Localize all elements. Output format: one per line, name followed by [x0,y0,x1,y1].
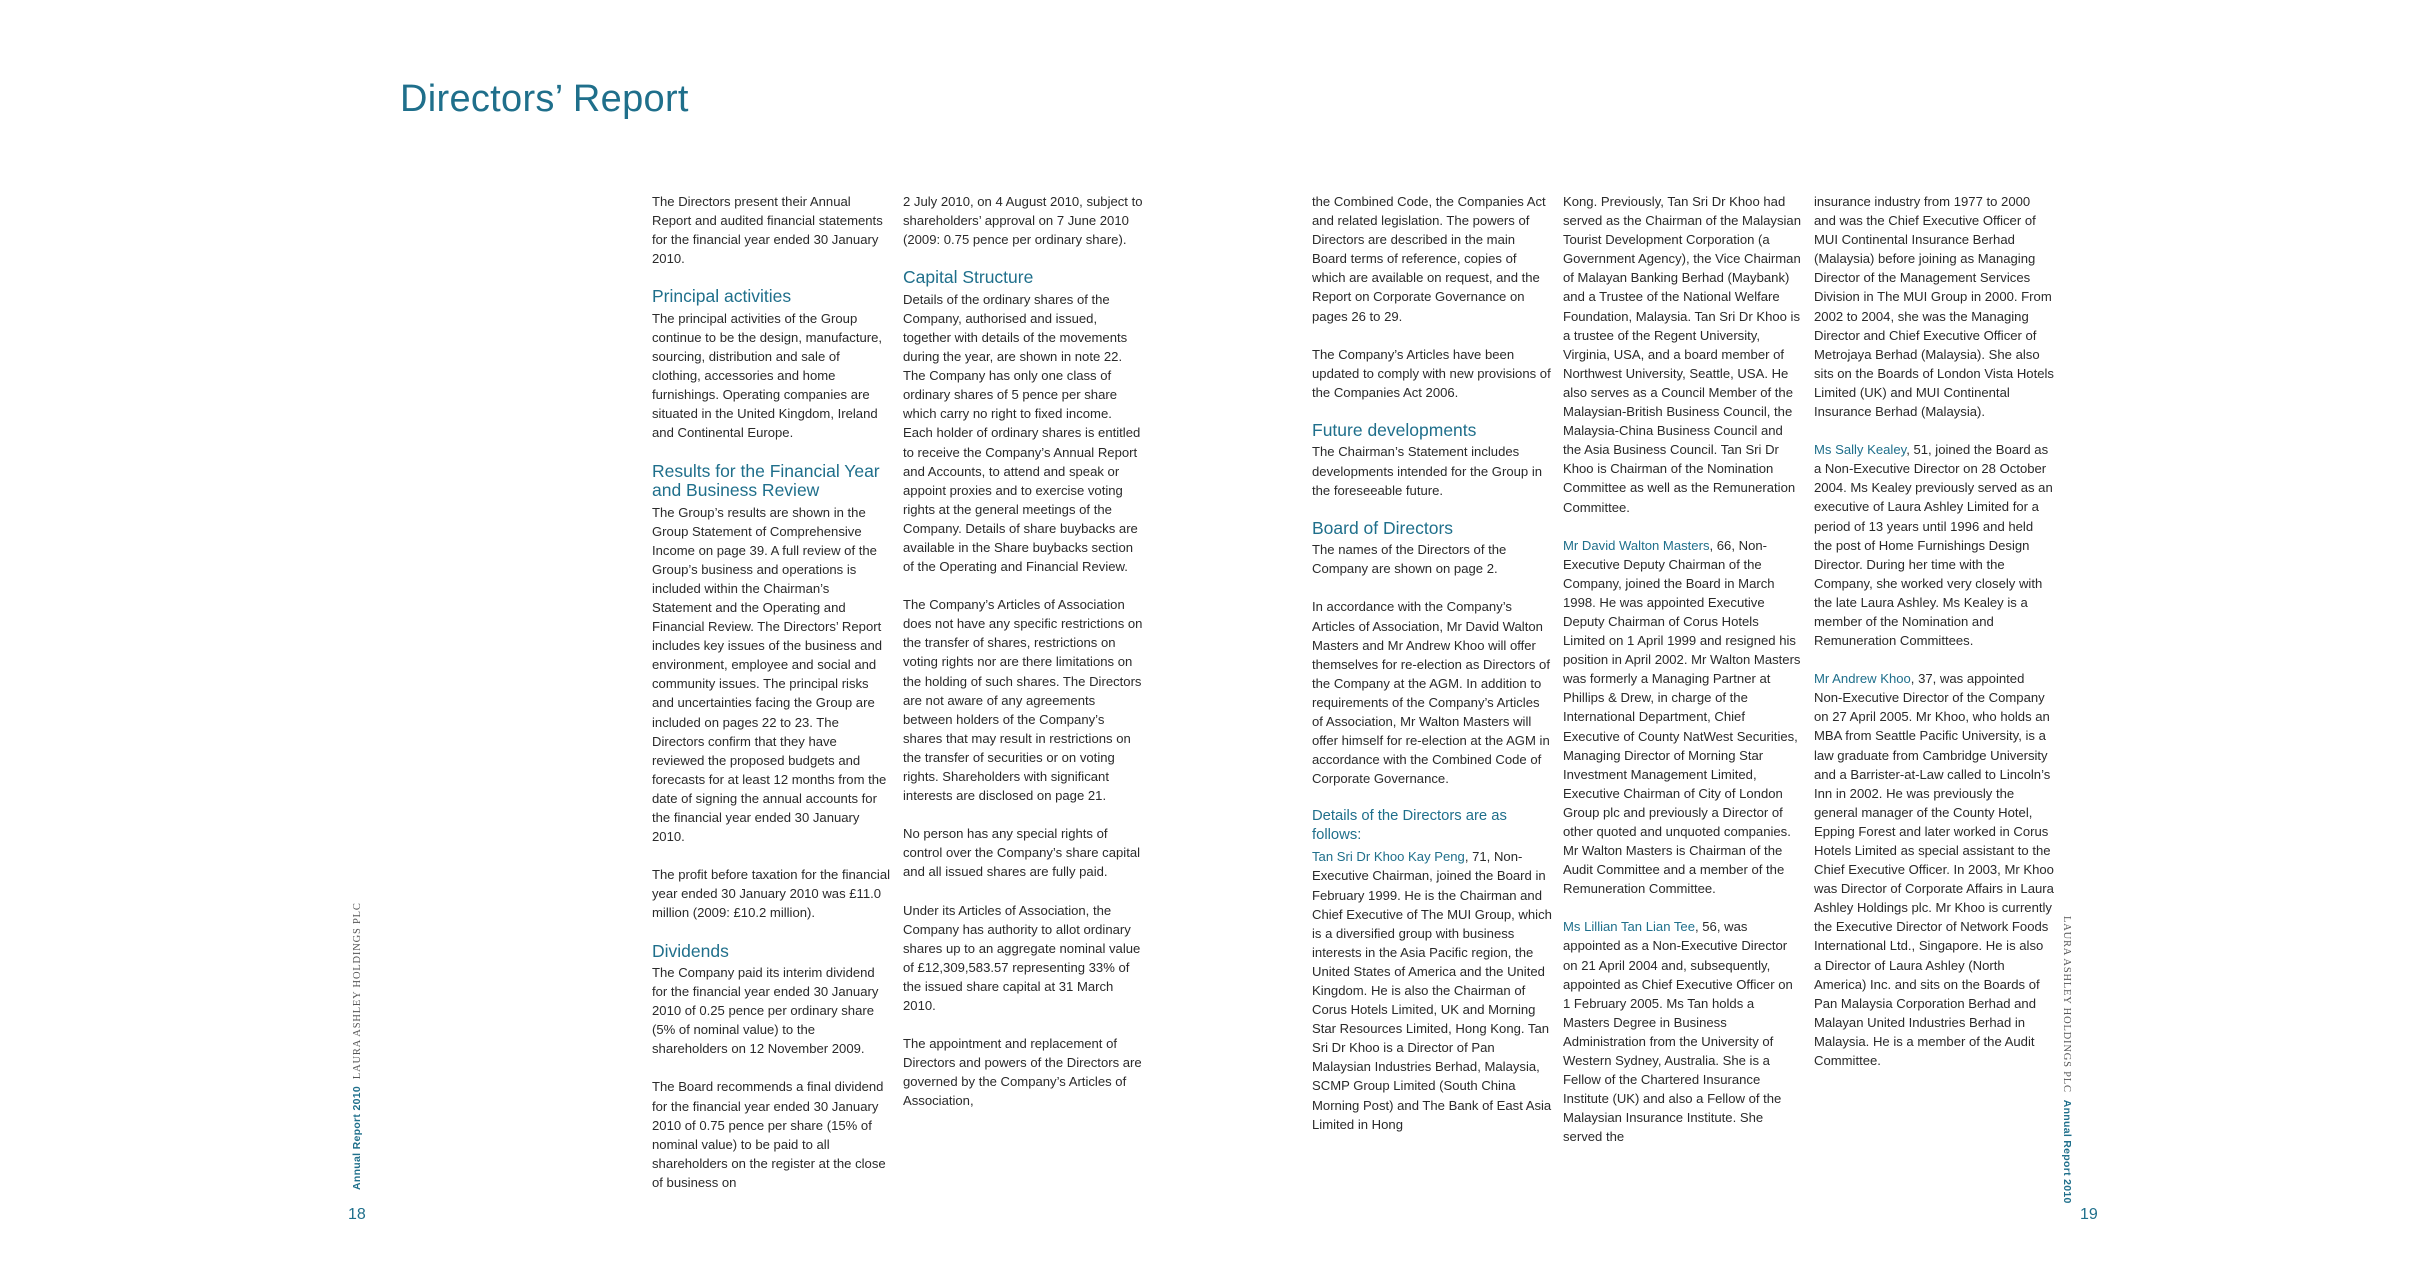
board-names-text: The names of the Directors of the Company are shown on page 2. [1312,542,1507,577]
annual-report-label: Annual Report 2010 [351,1085,363,1190]
future-developments-text: The Chairman’s Statement includes developments intended for the Group in the foreseeable future. [1312,444,1543,498]
page-number-right: 19 [2080,1206,2098,1223]
director-bio-text: , 56, was appointed as a Non-Executive Director on 21 April 2004 and, subsequently, appointed as Chief Executive Officer on 1 February 2005. Ms Tan holds a Masters Degree in Business Administration from the University of Western Sydney, Australia. She is a Fellow of the Chartered Insurance Institute (UK) and also a Fellow of the Malaysian Insurance Institute. She served the [1563,919,1793,1145]
director-name: Mr David Walton Masters [1563,537,1710,553]
column-3 [1312,192,1552,1153]
articles-text: The Company’s Articles of Association does not have any specific restrictions on the transfer of shares, restrictions on voting rights nor are there limitations on the holding of such shares. The Directors are not aware of any agreements between holders of the Company’s shares that may result in restrictions on the transfer of securities or on voting rights. Shareholders with significant interests are disclosed on page 21. [903,597,1143,804]
director-name: Mr Andrew Khoo [1814,671,1911,687]
heading-capital-structure: Capital Structure [903,267,1034,288]
principal-activities-text: The principal activities of the Group continue to be the design, manufacture, sourcing, distribution and sale of clothing, accessories and home furnishings. Operating companies are situated in the United Kingdom, Ireland and Continental Europe. [652,310,883,441]
running-header-right [2061,916,2073,1204]
column-1 [652,192,892,1211]
interim-dividend-text: The Company paid its interim dividend for the financial year ended 30 January 2010 of 0.25 pence per ordinary share (5% of nominal value) to the shareholders on 12 November 2009. [652,965,879,1057]
re-election-text: In accordance with the Company’s Articles of Association, Mr David Walton Masters and Mr Andrew Khoo will offer themselves for re-election as Directors of the Company at the AGM. In addition to requirements of the Company’s Articles of Association, Mr Walton Masters will offer himself for re-election at the AGM in accordance with the Combined Code of Corporate Governance. [1312,599,1550,787]
director-bio-text: , 71, Non-Executive Chairman, joined the Board in February 1999. He is the Chairman and Chief Executive of The MUI Group, which is a diversified group with business interests in the Asia Pacific region, the United States of America and the United Kingdom. He is also the Chairman of Corus Hotels Limited, UK and Morning Star Resources Limited, Hong Kong. Tan Sri Dr Khoo is a Director of Pan Malaysian Industries Berhad, Malaysia, SCMP Group Limited (South China Morning Post) and The Bank of East Asia Limited in Hong [1312,849,1552,1132]
director-bio-text: , 66, Non-Executive Deputy Chairman of the Company, joined the Board in March 1998. He was appointed Executive Deputy Chairman of Corus Hotels Limited on 1 April 1999 and resigned his position in April 2002. Mr Walton Masters was formerly a Managing Partner at Phillips & Drew, in charge of the International Department, Chief Executive of County NatWest Securities, Managing Director of Morning Star Investment Management Limited, Executive Chairman of City of London Group plc and previously a Director of other quoted and unquoted companies. Mr Walton Masters is Chairman of the Audit Committee and a member of the Remuneration Committee. [1563,537,1801,897]
profit-text: The profit before taxation for the financial year ended 30 January 2010 was £11.0 million (2009: £10.2 million). [652,867,891,921]
intro-paragraph: The Directors present their Annual Report and audited financial statements for the financial year ended 30 January 2010. [652,194,883,267]
heading-directors-details: Details of the Directors are as follows: [1312,808,1507,844]
director-bio-khoo-kay-peng [1312,847,1552,1133]
director-bio-kealey [1814,440,2054,650]
director-name: Tan Sri Dr Khoo Kay Peng [1312,849,1465,865]
dividend-continued-text: 2 July 2010, on 4 August 2010, subject to shareholders’ approval on 7 June 2010 (2009: 0.75 pence per ordinary share). [903,194,1143,248]
column-4 [1563,192,1803,1166]
running-header-left [351,902,363,1190]
page-number-left: 18 [348,1206,366,1223]
capital-structure-text: Details of the ordinary shares of the Company, authorised and issued, together with details of the movements during the year, are shown in note 22. The Company has only one class of ordinary shares of 5 pence per share which carry no right to fixed income. Each holder of ordinary shares is entitled to receive the Company’s Annual Report and Accounts, to attend and speak or appoint proxies and to exercise voting rights at the general meetings of the Company. Details of share buybacks are available in the Share buybacks section of the Operating and Financial Review. [903,291,1141,575]
appointment-text: The appointment and replacement of Directors and powers of the Directors are governed by the Company’s Articles of Association, [903,1036,1142,1109]
articles-updated-text: The Company’s Articles have been updated to comply with new provisions of the Companies Act 2006. [1312,346,1551,400]
heading-board-of-directors: Board of Directors [1312,517,1454,538]
khoo-bio-continued: Kong. Previously, Tan Sri Dr Khoo had served as the Chairman of the Malaysian Tourist Development Corporation (a Government Agency), the Vice Chairman of Malayan Banking Berhad (Maybank) and a Trustee of the National Welfare Foundation, Malaysia. Tan Sri Dr Khoo is a trustee of the Regent University, Virginia, USA, and a board member of Northwest University, Seattle, USA. He also serves as a Council Member of the Malaysian-British Business Council, the Malaysia-China Business Council and the Asia Business Council. Tan Sri Dr Khoo is Chairman of the Nomination Committee as well as the Remuneration Committee. [1563,194,1801,515]
column-2 [903,192,1143,1129]
heading-future-developments: Future developments [1312,419,1477,440]
company-name: LAURA ASHLEY HOLDINGS PLC [2061,916,2072,1093]
final-dividend-text: The Board recommends a final dividend for the financial year ended 30 January 2010 of 0.75 pence per share (15% of nominal value) to be paid to all shareholders on the register at the close of business on [652,1079,886,1190]
director-bio-text: , 37, was appointed Non-Executive Director of the Company on 27 April 2005. Mr Khoo, who holds an MBA from Seattle Pacific University, is a law graduate from Cambridge University and a Barrister-at-Law called to Lincoln’s Inn in 2002. He was previously the general manager of the County Hotel, Epping Forest and later worked in Corus Hotels Limited as special assistant to the Chief Executive Officer. In 2003, Mr Khoo was Director of Corporate Affairs in Laura Ashley Holdings plc. Mr Khoo is currently the Executive Director of Network Foods International Ltd., Singapore. He is also a Director of Laura Ashley (North America) Inc. and sits on the Boards of Pan Malaysia Corporation Berhad and Malayan United Industries Berhad in Malaysia. He is a member of the Audit Committee. [1814,671,2054,1069]
heading-results: Results for the Financial Year and Business Review [652,460,880,501]
director-bio-andrew-khoo [1814,669,2054,1070]
page-title: Directors’ Report [400,78,689,120]
allotment-text: Under its Articles of Association, the Company has authority to allot ordinary shares up to an aggregate nominal value of £12,309,583.57 representing 33% of the issued share capital at 31 March 2010. [903,902,1141,1013]
heading-principal-activities: Principal activities [652,286,792,307]
combined-code-text: the Combined Code, the Companies Act and related legislation. The powers of Directors are described in the main Board terms of reference, copies of which are available on request, and the Report on Corporate Governance on pages 26 to 29. [1312,194,1546,324]
director-name: Ms Sally Kealey [1814,442,1907,458]
heading-dividends: Dividends [652,940,729,961]
column-5 [1814,192,2054,1089]
company-name: LAURA ASHLEY HOLDINGS PLC [352,902,363,1080]
special-rights-text: No person has any special rights of control over the Company’s share capital and all issued shares are fully paid. [903,826,1141,880]
tan-bio-continued: insurance industry from 1977 to 2000 and was the Chief Executive Officer of MUI Continental Insurance Berhad (Malaysia) before joining as Managing Director of the Management Services Division in The MUI Group in 2000. From 2002 to 2004, she was the Managing Director and Chief Executive Officer of Metrojaya Berhad (Malaysia). She also sits on the Boards of London Vista Hotels Limited (UK) and MUI Continental Insurance Berhad (Malaysia). [1814,194,2054,420]
director-bio-text: , 51, joined the Board as a Non-Executive Director on 28 October 2004. Ms Kealey previously served as an executive of Laura Ashley Limited for a period of 13 years until 1996 and held the post of Home Furnishings Design Director. During her time with the Company, she worked very closely with the late Laura Ashley. Ms Kealey is a member of the Nomination and Remuneration Committees. [1814,442,2053,649]
director-bio-masters [1563,536,1803,899]
annual-report-label: Annual Report 2010 [2061,1099,2073,1204]
director-name: Ms Lillian Tan Lian Tee [1563,919,1695,935]
results-text: The Group’s results are shown in the Group Statement of Comprehensive Income on page 39. A full review of the Group’s business and operations is included within the Chairman’s Statement and the Operating and Financial Review. The Directors’ Report includes key issues of the business and environment, employee and social and community issues. The principal risks and uncertainties facing the Group are included on pages 22 to 23. The Directors confirm that they have reviewed the proposed budgets and forecasts for at least 12 months from the date of signing the annual accounts for the financial year ended 30 January 2010. [652,504,887,845]
director-bio-tan-lian-tee [1563,917,1803,1146]
